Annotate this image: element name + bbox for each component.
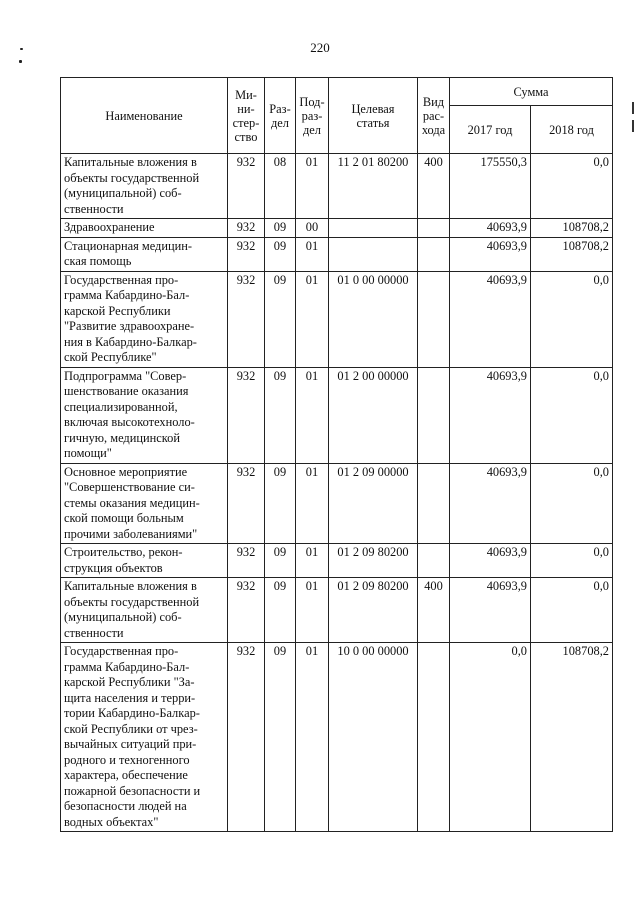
header-year-2017: 2017 год xyxy=(450,106,531,154)
row-section: 08 xyxy=(265,154,296,219)
row-section: 09 xyxy=(265,367,296,463)
row-sum-2017: 40693,9 xyxy=(450,271,531,367)
row-sum-2018: 0,0 xyxy=(531,578,613,643)
row-expense-type: 400 xyxy=(418,578,450,643)
row-section: 09 xyxy=(265,544,296,578)
row-name: Основное мероприятие "Совершенствование си- стемы оказания медицин- ской помощи больным прочими заболеваниями" xyxy=(61,463,228,544)
row-subsection: 01 xyxy=(296,154,329,219)
header-name: Наименование xyxy=(61,78,228,154)
row-sum-2017: 40693,9 xyxy=(450,367,531,463)
row-target: 01 2 09 80200 xyxy=(329,578,418,643)
row-target: 01 2 00 00000 xyxy=(329,367,418,463)
row-sum-2018: 0,0 xyxy=(531,367,613,463)
table-row xyxy=(61,154,613,219)
table-row xyxy=(61,367,613,463)
row-sum-2017: 40693,9 xyxy=(450,544,531,578)
table-row xyxy=(61,219,613,238)
row-name: Подпрограмма "Совер- шенствование оказания специализированной, включая высокотехноло- гичную, медицинской помощи" xyxy=(61,367,228,463)
header-ministry: Ми- ни- стер- ство xyxy=(228,78,265,154)
row-ministry: 932 xyxy=(228,237,265,271)
row-name: Капитальные вложения в объекты государственной (муниципальной) соб- ственности xyxy=(61,154,228,219)
table-row xyxy=(61,237,613,271)
table-row xyxy=(61,544,613,578)
row-target: 01 0 00 00000 xyxy=(329,271,418,367)
row-subsection: 01 xyxy=(296,271,329,367)
row-target: 01 2 09 00000 xyxy=(329,463,418,544)
row-ministry: 932 xyxy=(228,271,265,367)
table-row xyxy=(61,463,613,544)
row-subsection: 00 xyxy=(296,219,329,238)
row-sum-2018: 108708,2 xyxy=(531,219,613,238)
table-row xyxy=(61,643,613,832)
row-expense-type xyxy=(418,271,450,367)
header-expense-type: Вид рас- хода xyxy=(418,78,450,154)
row-sum-2017: 0,0 xyxy=(450,643,531,832)
row-section: 09 xyxy=(265,643,296,832)
row-name: Государственная про- грамма Кабардино-Бал- карской Республики "За- щита населения и терри- тории Кабардино-Балкар- ской Республики от чрез- вычайных ситуаций при- родного и техногенного характера, обеспечение пожарной безопасности и безопасности людей на водных объектах" xyxy=(61,643,228,832)
row-ministry: 932 xyxy=(228,219,265,238)
row-sum-2017: 40693,9 xyxy=(450,219,531,238)
row-name: Строительство, рекон- струкция объектов xyxy=(61,544,228,578)
row-section: 09 xyxy=(265,271,296,367)
header-section: Раз- дел xyxy=(265,78,296,154)
row-name: Стационарная медицин- ская помощь xyxy=(61,237,228,271)
row-expense-type xyxy=(418,544,450,578)
row-sum-2018: 0,0 xyxy=(531,544,613,578)
margin-mark xyxy=(632,102,634,114)
row-ministry: 932 xyxy=(228,154,265,219)
row-sum-2017: 40693,9 xyxy=(450,463,531,544)
row-name: Государственная про- грамма Кабардино-Бал- карской Республики "Развитие здравоохране- ния в Кабардино-Балкар- ской Республике" xyxy=(61,271,228,367)
row-target xyxy=(329,219,418,238)
row-ministry: 932 xyxy=(228,367,265,463)
row-expense-type xyxy=(418,219,450,238)
row-name: Здравоохранение xyxy=(61,219,228,238)
row-sum-2017: 175550,3 xyxy=(450,154,531,219)
row-expense-type xyxy=(418,237,450,271)
row-section: 09 xyxy=(265,463,296,544)
row-expense-type: 400 xyxy=(418,154,450,219)
row-expense-type xyxy=(418,463,450,544)
row-sum-2017: 40693,9 xyxy=(450,237,531,271)
row-subsection: 01 xyxy=(296,643,329,832)
row-ministry: 932 xyxy=(228,643,265,832)
row-subsection: 01 xyxy=(296,237,329,271)
row-sum-2017: 40693,9 xyxy=(450,578,531,643)
row-ministry: 932 xyxy=(228,463,265,544)
table-row xyxy=(61,271,613,367)
row-sum-2018: 0,0 xyxy=(531,154,613,219)
row-expense-type xyxy=(418,367,450,463)
row-target: 11 2 01 80200 xyxy=(329,154,418,219)
row-subsection: 01 xyxy=(296,578,329,643)
budget-table xyxy=(60,77,613,832)
row-target: 10 0 00 00000 xyxy=(329,643,418,832)
row-subsection: 01 xyxy=(296,544,329,578)
row-target xyxy=(329,237,418,271)
row-sum-2018: 0,0 xyxy=(531,271,613,367)
row-sum-2018: 108708,2 xyxy=(531,237,613,271)
row-subsection: 01 xyxy=(296,463,329,544)
table-row xyxy=(61,578,613,643)
row-name: Капитальные вложения в объекты государственной (муниципальной) соб- ственности xyxy=(61,578,228,643)
page-number: 220 xyxy=(310,40,330,55)
row-sum-2018: 0,0 xyxy=(531,463,613,544)
row-ministry: 932 xyxy=(228,544,265,578)
header-target: Целевая статья xyxy=(329,78,418,154)
row-sum-2018: 108708,2 xyxy=(531,643,613,832)
row-expense-type xyxy=(418,643,450,832)
row-ministry: 932 xyxy=(228,578,265,643)
row-section: 09 xyxy=(265,219,296,238)
row-section: 09 xyxy=(265,578,296,643)
header-subsection: Под- раз- дел xyxy=(296,78,329,154)
row-target: 01 2 09 80200 xyxy=(329,544,418,578)
scan-speck xyxy=(19,60,22,63)
header-year-2018: 2018 год xyxy=(531,106,613,154)
row-subsection: 01 xyxy=(296,367,329,463)
row-section: 09 xyxy=(265,237,296,271)
margin-mark xyxy=(632,120,634,132)
header-sum: Сумма xyxy=(450,78,613,106)
